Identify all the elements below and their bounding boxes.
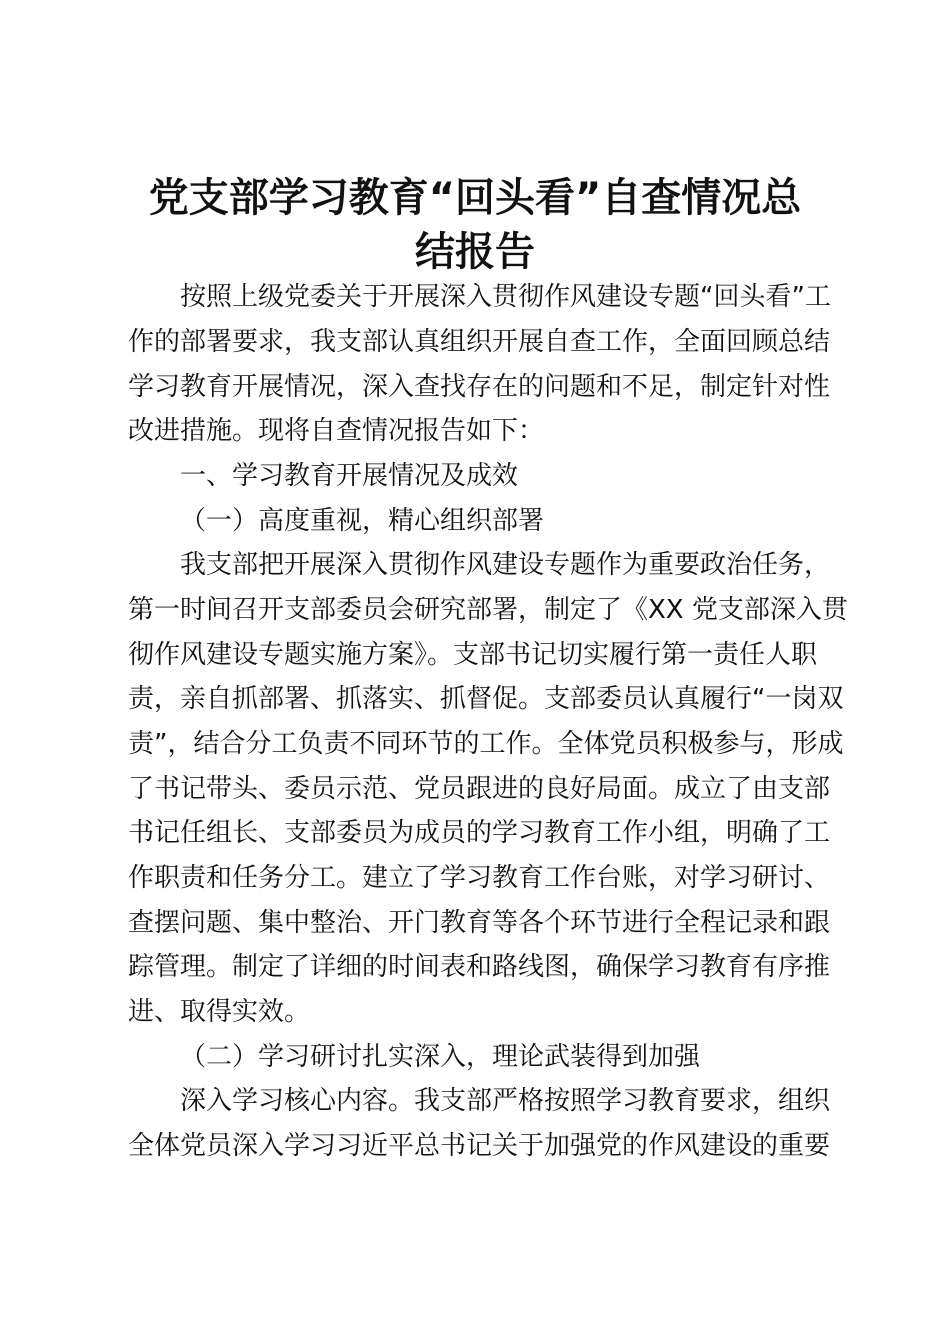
section-heading: 一、学习教育开展情况及成效 [180, 461, 519, 491]
body-line: 进、取得实效。 [128, 997, 311, 1027]
body-line: 查摆问题、集中整治、开门教育等各个环节进行全程记录和跟 [128, 908, 831, 938]
subsection-heading: （一）高度重视，精心组织部署 [180, 506, 545, 536]
body-line: 责”，结合分工负责不同环节的工作。全体党员积极参与，形成 [128, 729, 844, 759]
body-line: 书记任组长、支部委员为成员的学习教育工作小组，明确了工 [128, 818, 831, 848]
body-line: 踪管理。制定了详细的时间表和路线图，确保学习教育有序推 [128, 952, 831, 982]
body-line: 了书记带头、委员示范、党员跟进的良好局面。成立了由支部 [128, 774, 831, 804]
body-line: 深入学习核心内容。我支部严格按照学习教育要求，组织 [180, 1086, 831, 1116]
document-title-line-2: 结报告 [415, 229, 535, 275]
body-line: 作的部署要求，我支部认真组织开展自查工作，全面回顾总结 [128, 327, 831, 357]
body-line: 第一时间召开支部委员会研究部署，制定了《XX 党支部深入贯 [128, 595, 848, 625]
body-line: 改进措施。现将自查情况报告如下： [128, 416, 545, 446]
body-line: 全体党员深入学习习近平总书记关于加强党的作风建设的重要 [128, 1131, 831, 1161]
body-line: 我支部把开展深入贯彻作风建设专题作为重要政治任务， [180, 550, 831, 580]
body-line: 学习教育开展情况，深入查找存在的问题和不足，制定针对性 [128, 372, 831, 402]
body-line: 彻作风建设专题实施方案》。支部书记切实履行第一责任人职 [128, 640, 818, 670]
body-line: 按照上级党委关于开展深入贯彻作风建设专题“回头看”工 [180, 282, 831, 312]
body-line: 责，亲自抓部署、抓落实、抓督促。支部委员认真履行“一岗双 [128, 684, 844, 714]
subsection-heading: （二）学习研讨扎实深入，理论武装得到加强 [180, 1042, 701, 1072]
body-line: 作职责和任务分工。建立了学习教育工作台账，对学习研讨、 [128, 863, 831, 893]
document-title-line-1: 党支部学习教育“回头看”自查情况总 [148, 175, 802, 221]
